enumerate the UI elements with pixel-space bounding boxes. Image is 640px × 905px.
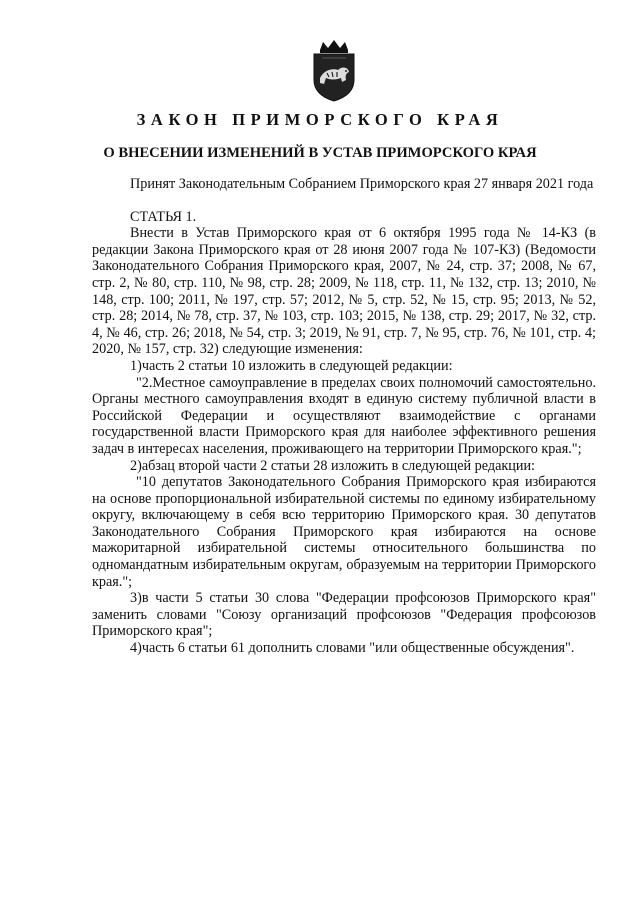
article-heading: СТАТЬЯ 1. [130,208,197,225]
law-title: ЗАКОН ПРИМОРСКОГО КРАЯ [136,110,504,129]
amendment-item-4: 4)часть 6 статьи 61 дополнить словами "или общественные обсуждения". [130,640,575,657]
amendment-item-1: 1)часть 2 статьи 10 изложить в следующей редакции: [130,357,453,374]
amendment-item-2: 2)абзац второй части 2 статьи 28 изложить в следующей редакции: [130,457,535,474]
law-subtitle: О ВНЕСЕНИИ ИЗМЕНЕНИЙ В УСТАВ ПРИМОРСКОГО КРАЯ [103,145,537,161]
amendment-item-1-text: "2.Местное самоуправление в пределах своих полномочий самостоятельно. Органы местного самоуправления входят в единую систему публичной власти в Российской Федерации и осуществляют взаимодействие с органами государственной власти Приморского края для наиболее эффективного решения задач в интересах населения, проживающего на территории Приморского края."; [92,374,596,457]
article-intro: Внести в Устав Приморского края от 6 октября 1995 года № 14-КЗ (в редакции Закона Приморского края от 28 июня 2007 года № 107-КЗ) (Ведомости Законодательного Собрания Приморского края, 2007, № 24, стр. 37; 2008, № 67, стр. 2, № 80, стр. 110, № 98, стр. 28; 2009, № 118, стр. 11, № 132, стр. 13; 2010, № 148, стр. 100; 2011, № 197, стр. 57; 2012, № 5, стр. 52, № 15, стр. 95; 2013, № 52, стр. 28; 2014, № 78, стр. 37, № 103, стр. 103; 2015, № 138, стр. 29; 2017, № 32, стр. 4, № 46, стр. 26; 2018, № 54, стр. 3; 2019, № 91, стр. 7, № 95, стр. 76, № 101, стр. 4; 2020, № 157, стр. 32) следующие изменения: [92,225,596,358]
law-body [92,176,596,657]
adoption-statement: Принят Законодательным Собранием Приморского края 27 января 2021 года [130,176,594,192]
coat-of-arms-icon [308,40,360,102]
amendment-item-2-text: "10 депутатов Законодательного Собрания Приморского края избираются на основе пропорциональной избирательной системы по единому избирательному округу, включающему в себя всю территорию Приморского края. 30 депутатов Законодательного Собрания Приморского края избираются на основе мажоритарной избирательной системы относительного большинства по одномандатным избирательным округам, образуемым на территории Приморского края."; [92,474,596,590]
amendment-item-3: 3)в части 5 статьи 30 слова "Федерации профсоюзов Приморского края" заменить словами "Союзу организаций профсоюзов "Федерация профсоюзов Приморского края"; [92,590,596,640]
